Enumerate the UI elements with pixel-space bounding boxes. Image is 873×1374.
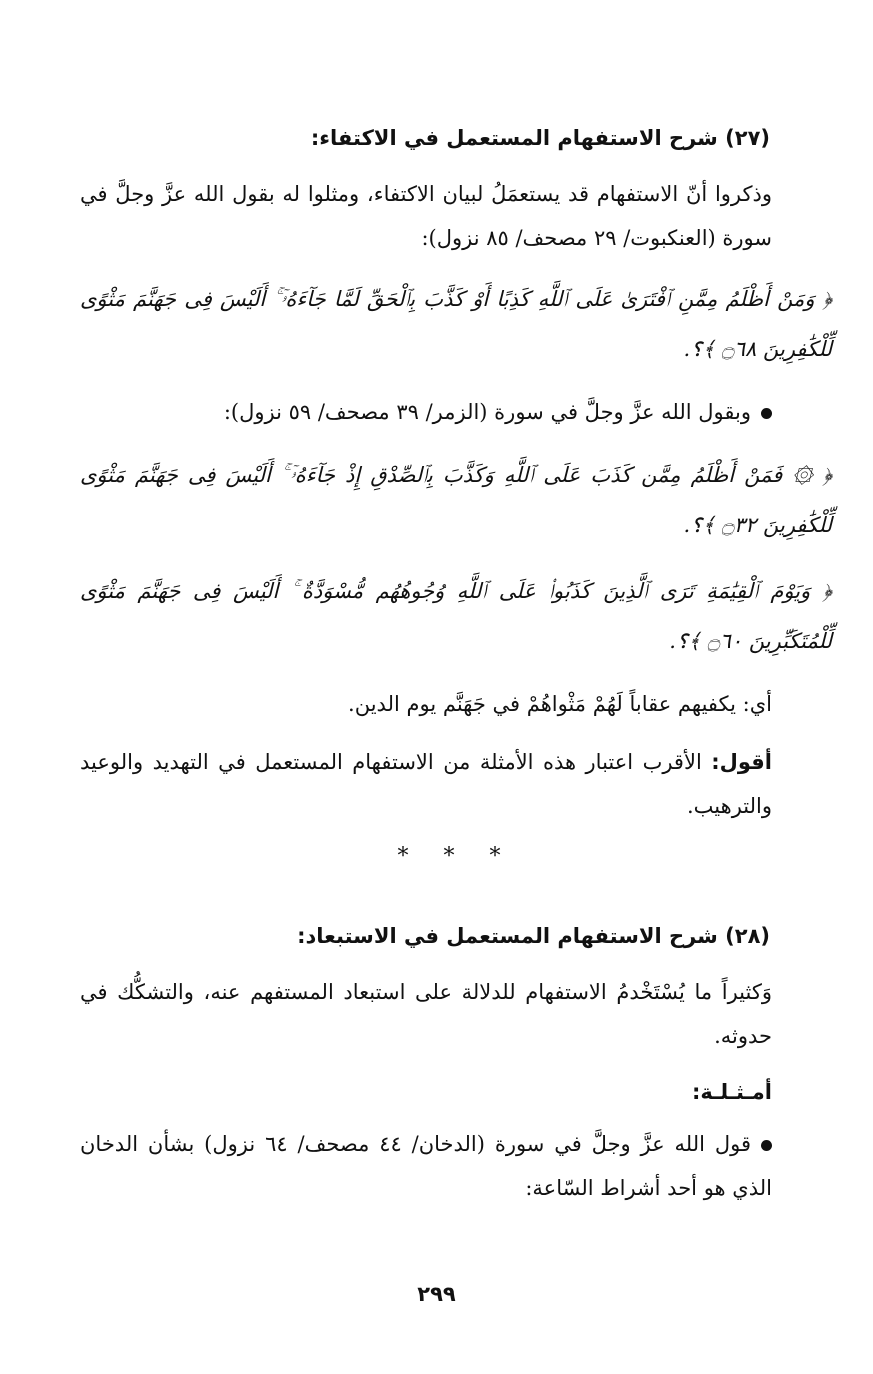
section-separator: * * *	[397, 844, 515, 869]
section-27-heading: (٢٧) شرح الاستفهام المستعمل في الاكتفاء:	[310, 126, 770, 150]
bullet-dukhan	[80, 1122, 832, 1210]
bullet-dot-icon	[761, 408, 772, 419]
page-number: ٢٩٩	[417, 1282, 456, 1306]
opinion-text: الأقرب اعتبار هذه الأمثلة من الاستفهام المستعمل في التهديد والوعيد والترهيب.	[80, 750, 772, 818]
bullet-dot-icon	[761, 1140, 772, 1151]
section-27-opinion	[80, 740, 832, 828]
bullet-zumar	[80, 390, 832, 434]
section-28-intro: وَكثيراً ما يُسْتَخْدمُ الاستفهام للدلالة على استبعاد المستفهم عنه، والتشكُّك في حدوثه.	[80, 980, 772, 1048]
opinion-label: أقول:	[711, 750, 772, 774]
bullet-dukhan-text: قول الله عزَّ وجلَّ في سورة (الدخان/ ٤٤ مصحف/ ٦٤ نزول) بشأن الدخان الذي هو أحد أشراط السّاعة:	[80, 1132, 772, 1200]
section-27-intro: وذكروا أنّ الاستفهام قد يستعمَلُ لبيان الاكتفاء، ومثلوا له بقول الله عزَّ وجلَّ في سورة (العنكبوت/ ٢٩ مصحف/ ٨٥ نزول):	[80, 182, 772, 250]
examples-title: أمـثـلـة:	[691, 1080, 772, 1104]
quran-verse-ankabut: ﴿ وَمَنْ أَظْلَمُ مِمَّنِ ٱفْتَرَىٰ عَلَى ٱللَّهِ كَذِبًا أَوْ كَذَّبَ بِٱلْحَقِّ لَمَّا جَآءَهُۥٓ ۚ أَلَيْسَ فِى جَهَنَّمَ مَثْوًى لِّلْكَٰفِرِينَ ۝٦٨ ﴾؟.	[80, 287, 832, 361]
section-28-heading: (٢٨) شرح الاستفهام المستعمل في الاستبعاد:	[297, 924, 770, 948]
page-content	[80, 118, 832, 1226]
bullet-zumar-text: وبقول الله عزَّ وجلَّ في سورة (الزمر/ ٣٩ مصحف/ ٥٩ نزول):	[223, 400, 751, 424]
quran-verse-zumar-60: ﴿ وَيَوْمَ ٱلْقِيَٰمَةِ تَرَى ٱلَّذِينَ كَذَبُوا۟ عَلَى ٱللَّهِ وُجُوهُهُم مُّسْوَدَّةٌ ۚ أَلَيْسَ فِى جَهَنَّمَ مَثْوًى لِّلْمُتَكَبِّرِينَ ۝٦٠ ﴾؟.	[80, 579, 832, 653]
section-27-explanation: أي: يكفيهم عقاباً لَهُمْ مَثْواهُمْ في جَهَنَّم يوم الدين.	[348, 692, 772, 716]
quran-verse-zumar-32: ﴿ ۞ فَمَنْ أَظْلَمُ مِمَّن كَذَبَ عَلَى ٱللَّهِ وَكَذَّبَ بِٱلصِّدْقِ إِذْ جَآءَهُۥٓ ۚ أَلَيْسَ فِى جَهَنَّمَ مَثْوًى لِّلْكَٰفِرِينَ ۝٣٢ ﴾؟.	[80, 463, 832, 537]
